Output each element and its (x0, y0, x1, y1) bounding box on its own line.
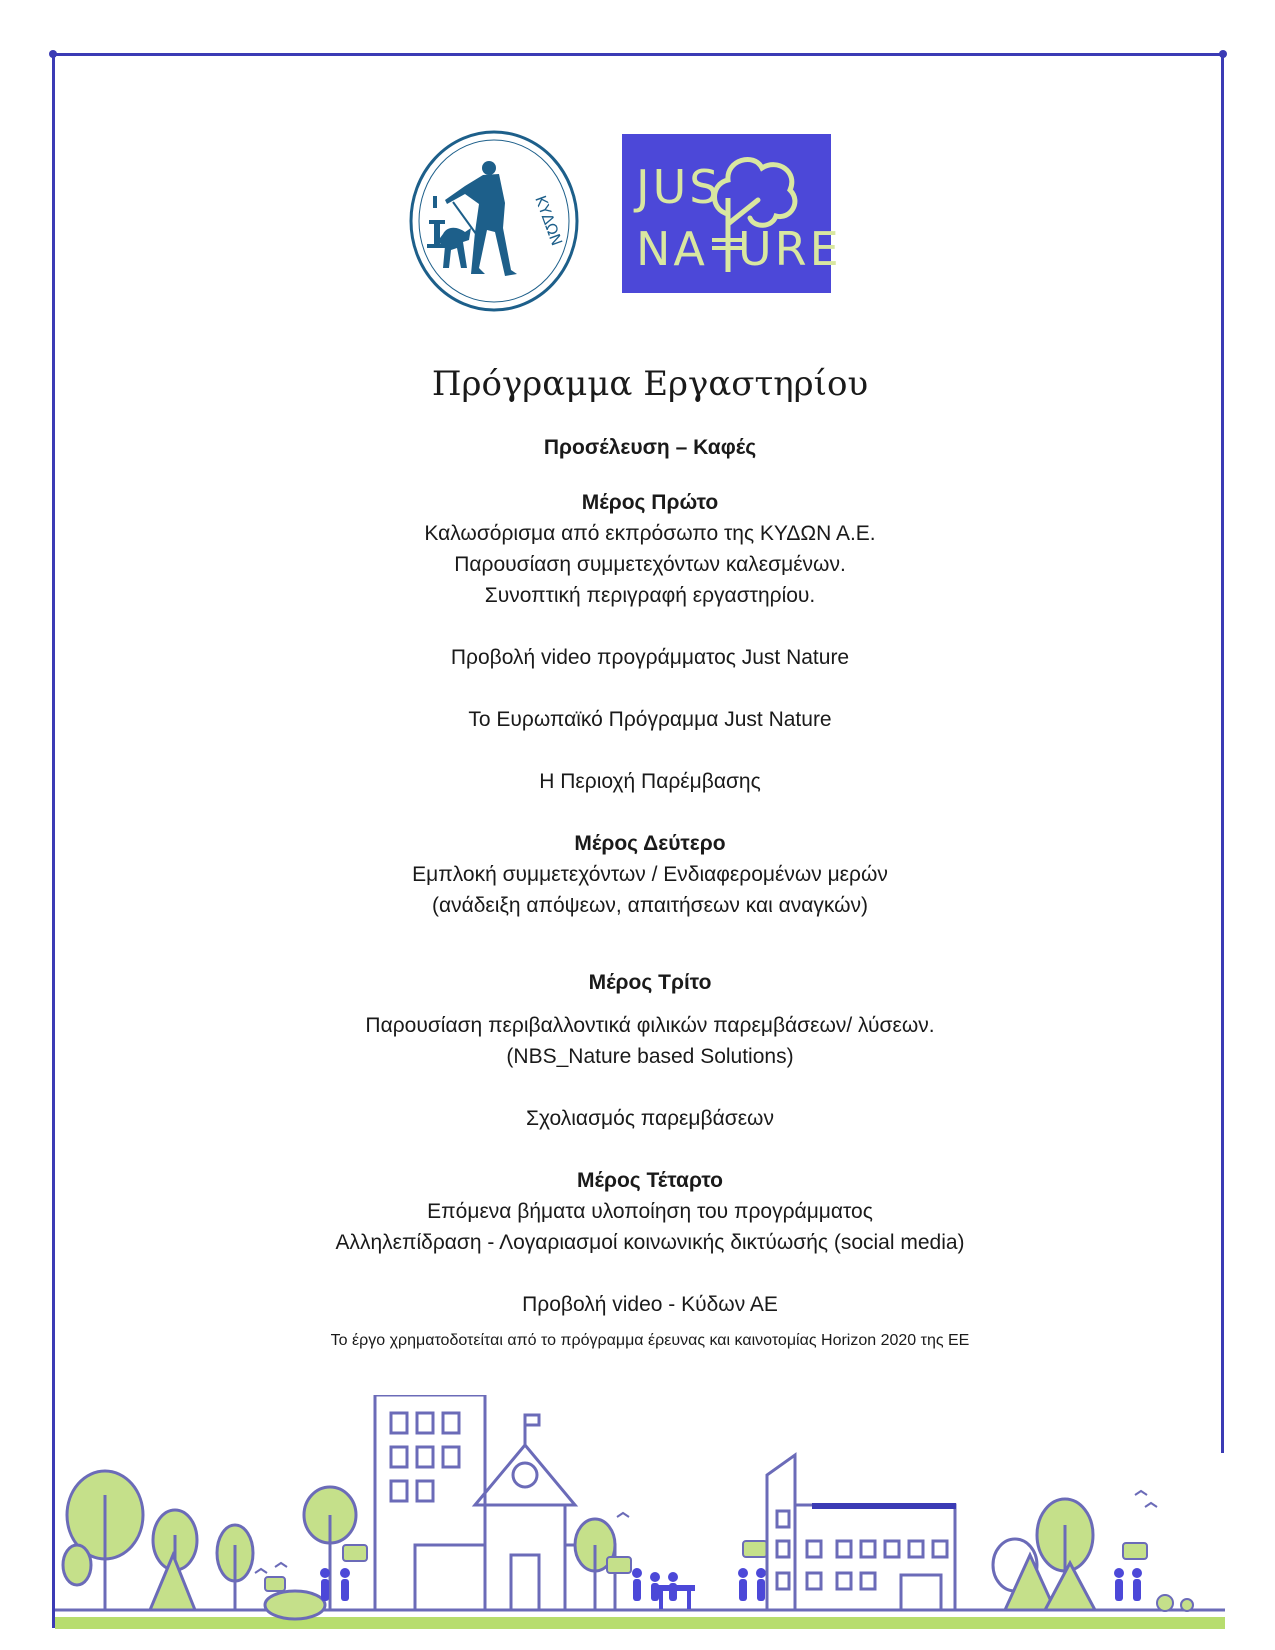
just-nature-logo-word2: NA (636, 222, 708, 276)
frame-top-border (52, 53, 1224, 56)
frame-right-border (1221, 53, 1224, 1453)
just-nature-logo (622, 134, 842, 293)
part1-european-program: Το Ευρωπαϊκό Πρόγραμμα Just Nature (468, 708, 832, 731)
part4-line: Επόμενα βήματα υλοποίηση του προγράμματος (427, 1200, 873, 1223)
program-content (200, 360, 1100, 1352)
ground-strip (55, 1617, 1225, 1629)
tall-building (375, 1395, 485, 1610)
part2-line: (ανάδειξη απόψεων, απαιτήσεων και αναγκών) (431, 894, 869, 917)
part3-line: (NBS_Nature based Solutions) (506, 1045, 794, 1068)
just-nature-logo-word1: JUS (636, 160, 722, 214)
trees-right (993, 1499, 1193, 1611)
part1-line: Συνοπτική περιγραφή εργαστηρίου. (484, 584, 816, 607)
part4-video: Προβολή video - Κύδων ΑΕ (522, 1293, 778, 1316)
part3-comments: Σχολιασμός παρεμβάσεων (526, 1107, 774, 1130)
trees-left (63, 1471, 325, 1619)
part2-line: Εμπλοκή συμμετεχόντων / Ενδιαφερομένων μερών (412, 863, 888, 886)
part3-heading: Μέρος Τρίτο (588, 971, 712, 994)
office-building (767, 1455, 955, 1610)
part3-line: Παρουσίαση περιβαλλοντικά φιλικών παρεμβάσεων/ λύσεων. (365, 1014, 935, 1037)
part2-heading: Μέρος Δεύτερο (574, 832, 726, 855)
part1-line: Παρουσίαση συμμετεχόντων καλεσμένων. (454, 553, 846, 576)
part4-heading: Μέρος Τέταρτο (576, 1169, 723, 1192)
frame-left-border (52, 53, 55, 1628)
page-title: Πρόγραμμα Εργαστηρίου (431, 364, 869, 404)
speech-bubbles (265, 1541, 1147, 1591)
part1-video: Προβολή video προγράμματος Just Nature (450, 646, 850, 669)
funding-note: Το έργο χρηματοδοτείται από το πρόγραμμα έρευνας και καινοτομίας Horizon 2020 της ΕΕ (330, 1332, 970, 1349)
kydon-logo (407, 128, 581, 314)
arrival-heading: Προσέλευση – Καφές (543, 436, 757, 459)
part1-line: Καλωσόρισμα από εκπρόσωπο της ΚΥΔΩΝ Α.Ε. (424, 522, 876, 545)
tree-icon (706, 144, 802, 274)
birds (255, 1491, 1157, 1573)
city-park-illustration (55, 1395, 1225, 1635)
school-building (415, 1415, 615, 1610)
just-nature-logo-word3: URE (738, 222, 842, 276)
kydon-seal-text: ΚΥΔΩΝ (531, 193, 566, 249)
part1-intervention-area: Η Περιοχή Παρέμβασης (539, 770, 761, 793)
part4-line: Αλληλεπίδραση - Λογαριασμοί κοινωνικής δικτύωσής (social media) (335, 1231, 965, 1254)
part1-heading: Μέρος Πρώτο (581, 491, 719, 514)
